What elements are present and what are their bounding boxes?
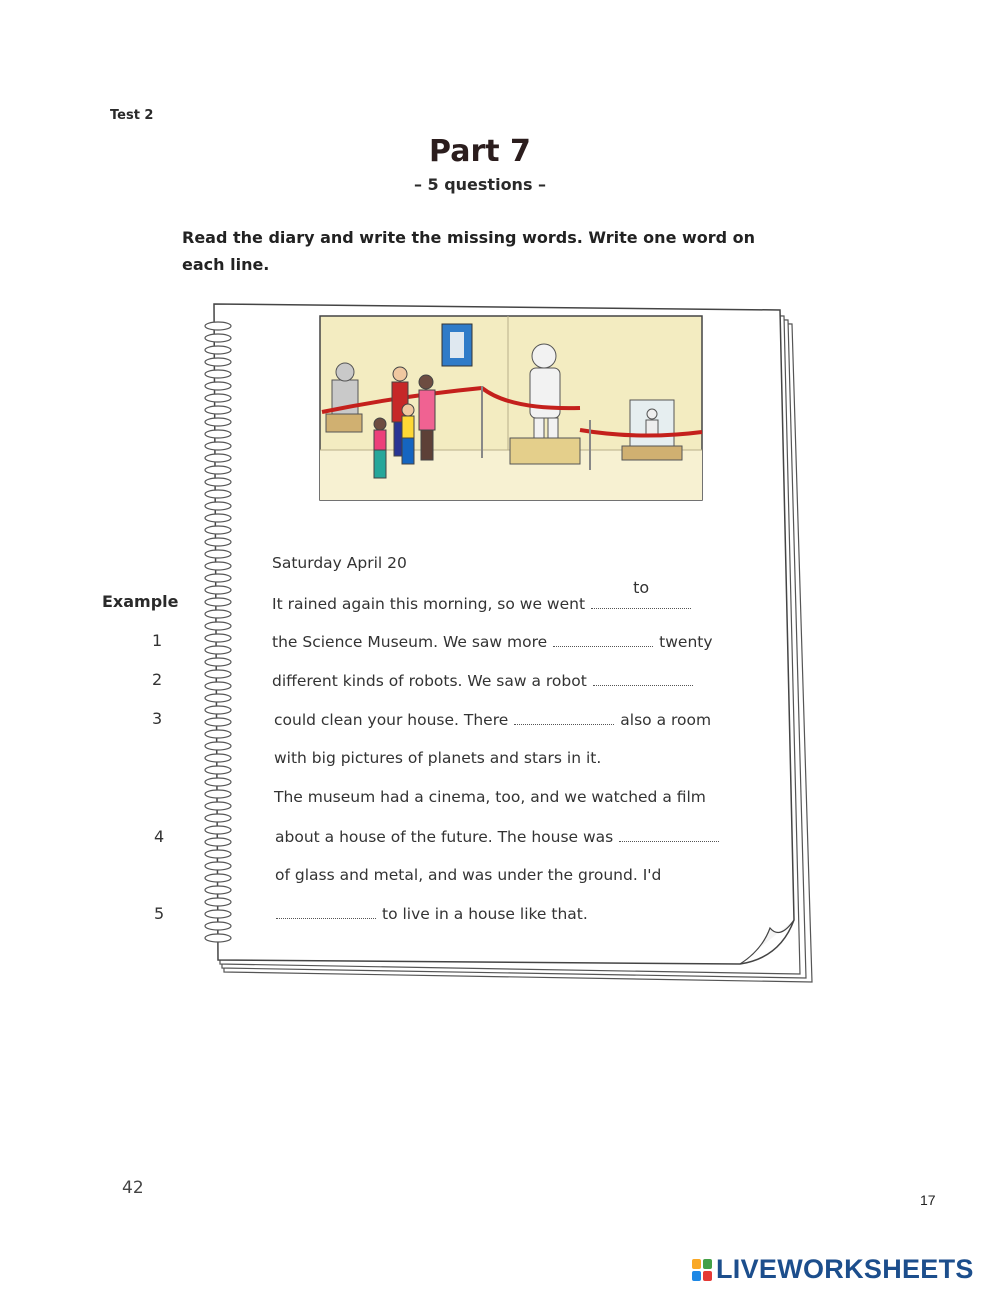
part-title: Part 7 (429, 134, 531, 169)
instructions-line-1: Read the diary and write the missing words. Write one word on (182, 228, 756, 247)
diary-line-example (272, 578, 697, 613)
question-number-5: 5 (154, 904, 165, 923)
diary-line-5 (270, 904, 588, 923)
liveworksheets-brand[interactable] (692, 1254, 974, 1285)
answer-blank-2[interactable] (593, 671, 693, 686)
question-number-4: 4 (154, 827, 165, 846)
answer-blank-4[interactable] (619, 827, 719, 842)
instructions-line-2: each line. (182, 255, 270, 274)
liveworksheets-logo-icon (692, 1259, 712, 1281)
sheet-number: 17 (920, 1192, 936, 1208)
answer-blank-3[interactable] (514, 710, 614, 725)
diary-line-3 (274, 710, 711, 729)
answer-blank-5[interactable] (276, 904, 376, 919)
diary-line-cinema: The museum had a cinema, too, and we watched a film (274, 788, 706, 806)
diary-text: about a house of the future. The house was (275, 828, 614, 846)
diary-line-4 (275, 827, 725, 846)
museum-picture (320, 316, 702, 500)
diary-date: Saturday April 20 (272, 554, 407, 572)
example-answer: to (633, 578, 650, 597)
page-number: 42 (122, 1178, 144, 1198)
diary-line-1 (272, 632, 713, 651)
diary-line-glass: of glass and metal, and was under the ground. I'd (275, 866, 662, 884)
question-number-1: 1 (152, 631, 163, 650)
example-label: Example (102, 592, 179, 611)
part-subtitle: – 5 questions – (413, 175, 547, 194)
example-blank (591, 578, 691, 609)
diary-text: to live in a house like that. (382, 905, 588, 923)
diary-text: also a room (620, 711, 712, 729)
diary-text: It rained again this morning, so we went (272, 595, 586, 613)
diary-text: twenty (659, 633, 713, 651)
test-label: Test 2 (110, 108, 154, 123)
diary-line-2 (272, 671, 699, 690)
question-number-2: 2 (152, 670, 163, 689)
diary-text: could clean your house. There (274, 711, 509, 729)
question-number-3: 3 (152, 709, 163, 728)
diary-line-planets: with big pictures of planets and stars in it. (274, 749, 602, 767)
diary-text: different kinds of robots. We saw a robot (272, 672, 587, 690)
diary-text: the Science Museum. We saw more (272, 633, 548, 651)
brand-text: LIVEWORKSHEETS (716, 1254, 974, 1284)
answer-blank-1[interactable] (553, 632, 653, 647)
instructions (182, 224, 782, 278)
